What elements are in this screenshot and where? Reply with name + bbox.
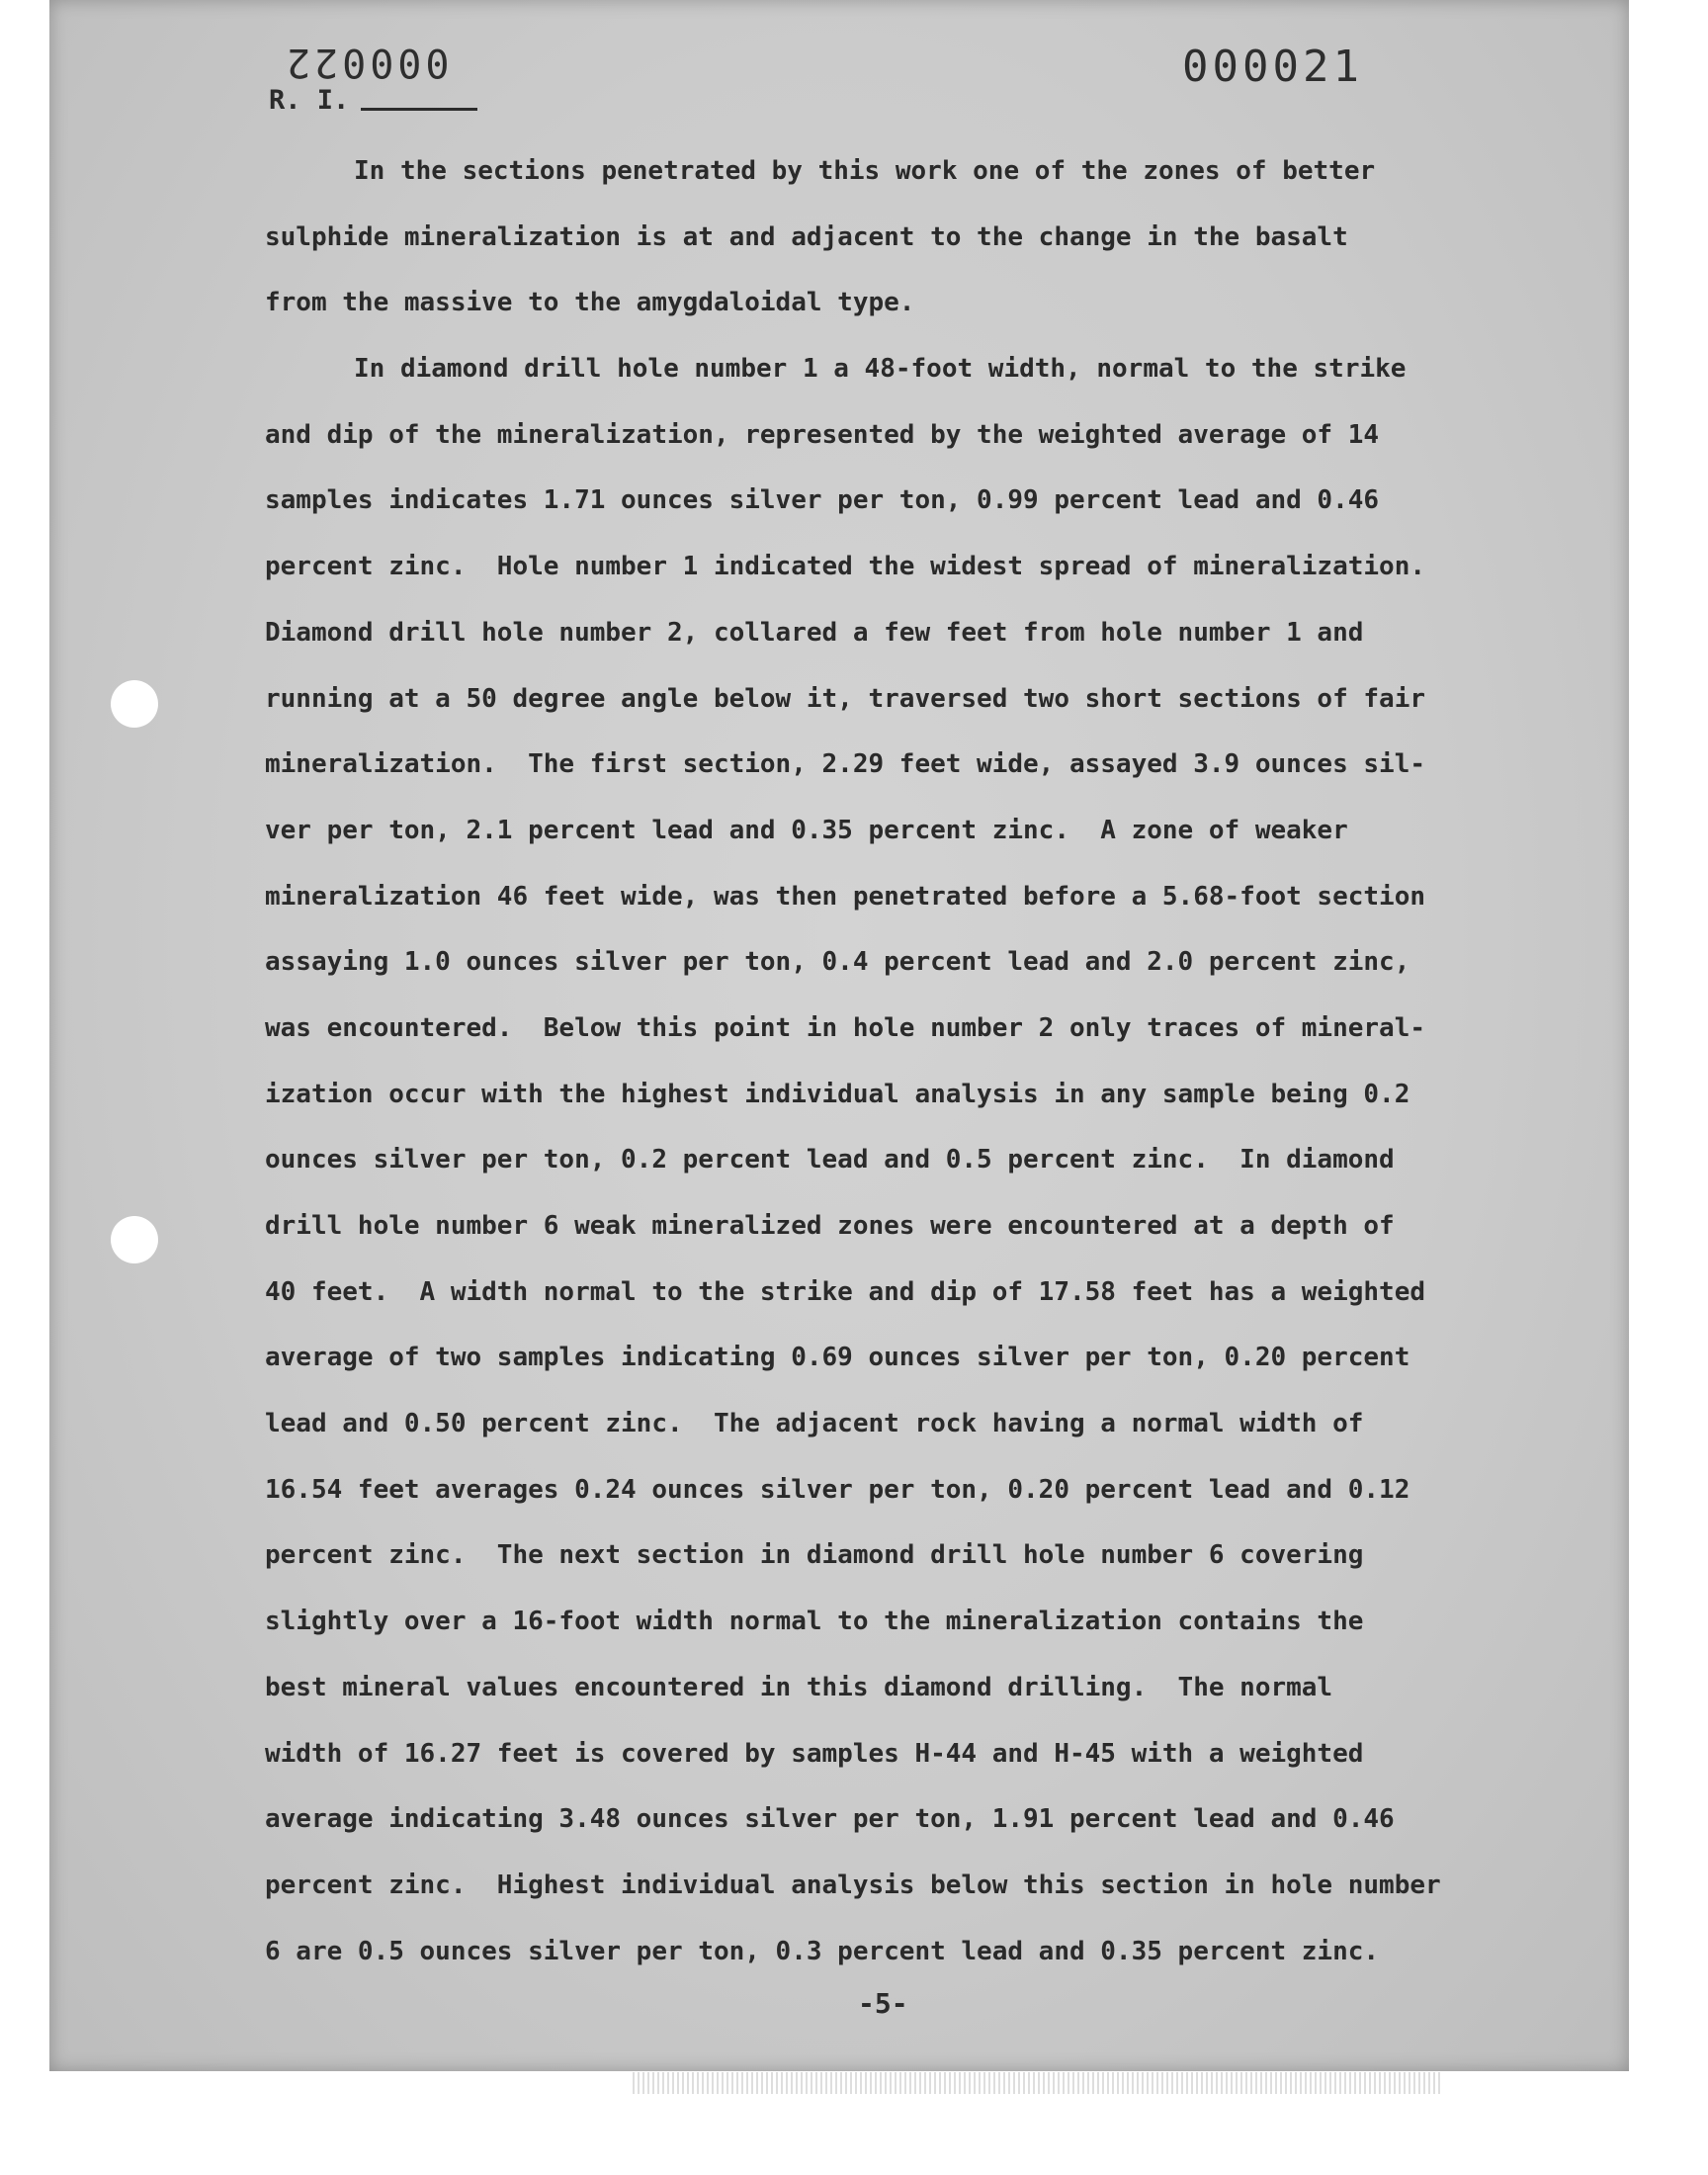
text-line: mineralization 46 feet wide, was then penetrated before a 5.68-foot section [265, 881, 1425, 912]
text-line: average indicating 3.48 ounces silver per ton, 1.91 percent lead and 0.46 [265, 1804, 1395, 1835]
scan-edge-artifact [633, 2072, 1443, 2094]
text-line: 6 are 0.5 ounces silver per ton, 0.3 percent lead and 0.35 percent zinc. [265, 1936, 1380, 1966]
document-stamp-number: 000021 [1182, 42, 1363, 92]
text-line: ver per ton, 2.1 percent lead and 0.35 percent zinc. A zone of weaker [265, 815, 1348, 845]
text-line: and dip of the mineralization, represented by the weighted average of 14 [265, 419, 1380, 450]
report-identifier [269, 85, 477, 116]
text-line: 16.54 feet averages 0.24 ounces silver per ton, 0.20 percent lead and 0.12 [265, 1474, 1410, 1505]
text-line: 40 feet. A width normal to the strike and dip of 17.58 feet has a weighted [265, 1276, 1425, 1307]
text-line: running at a 50 degree angle below it, traversed two short sections of fair [265, 683, 1425, 714]
text-line: lead and 0.50 percent zinc. The adjacent rock having a normal width of [265, 1409, 1364, 1439]
text-line: Diamond drill hole number 2, collared a few feet from hole number 1 and [265, 617, 1364, 648]
text-line: mineralization. The first section, 2.29 feet wide, assayed 3.9 ounces sil- [265, 749, 1425, 780]
text-line: best mineral values encountered in this diamond drilling. The normal [265, 1672, 1333, 1702]
text-line: In the sections penetrated by this work one of the zones of better [354, 156, 1376, 186]
text-line: average of two samples indicating 0.69 ounces silver per ton, 0.20 percent [265, 1343, 1410, 1373]
text-line: width of 16.27 feet is covered by samples H-44 and H-45 with a weighted [265, 1738, 1364, 1769]
punch-hole [111, 1216, 158, 1263]
ri-blank-line [361, 108, 477, 111]
punch-hole [111, 680, 158, 728]
text-line: from the massive to the amygdaloidal type. [265, 288, 915, 318]
text-line: slightly over a 16-foot width normal to the mineralization contains the [265, 1607, 1364, 1637]
text-line: percent zinc. Highest individual analysis below this section in hole number [265, 1870, 1441, 1900]
body-text [265, 138, 1520, 1984]
page-number: -5- [858, 1987, 908, 2020]
text-line: ization occur with the highest individual analysis in any sample being 0.2 [265, 1079, 1410, 1109]
ri-label: R. I. [269, 85, 350, 116]
document-stamp-upside-down: 000022 [283, 40, 450, 85]
text-line: In diamond drill hole number 1 a 48-foot width, normal to the strike [354, 354, 1407, 385]
text-line: sulphide mineralization is at and adjacent to the change in the basalt [265, 221, 1348, 252]
text-line: samples indicates 1.71 ounces silver per ton, 0.99 percent lead and 0.46 [265, 485, 1380, 516]
text-line: was encountered. Below this point in hole number 2 only traces of mineral- [265, 1012, 1425, 1043]
text-line: assaying 1.0 ounces silver per ton, 0.4 percent lead and 2.0 percent zinc, [265, 947, 1410, 978]
text-line: percent zinc. Hole number 1 indicated the widest spread of mineralization. [265, 552, 1425, 582]
text-line: drill hole number 6 weak mineralized zones were encountered at a depth of [265, 1211, 1395, 1241]
text-line: ounces silver per ton, 0.2 percent lead and 0.5 percent zinc. In diamond [265, 1145, 1395, 1175]
text-line: percent zinc. The next section in diamond drill hole number 6 covering [265, 1540, 1364, 1571]
